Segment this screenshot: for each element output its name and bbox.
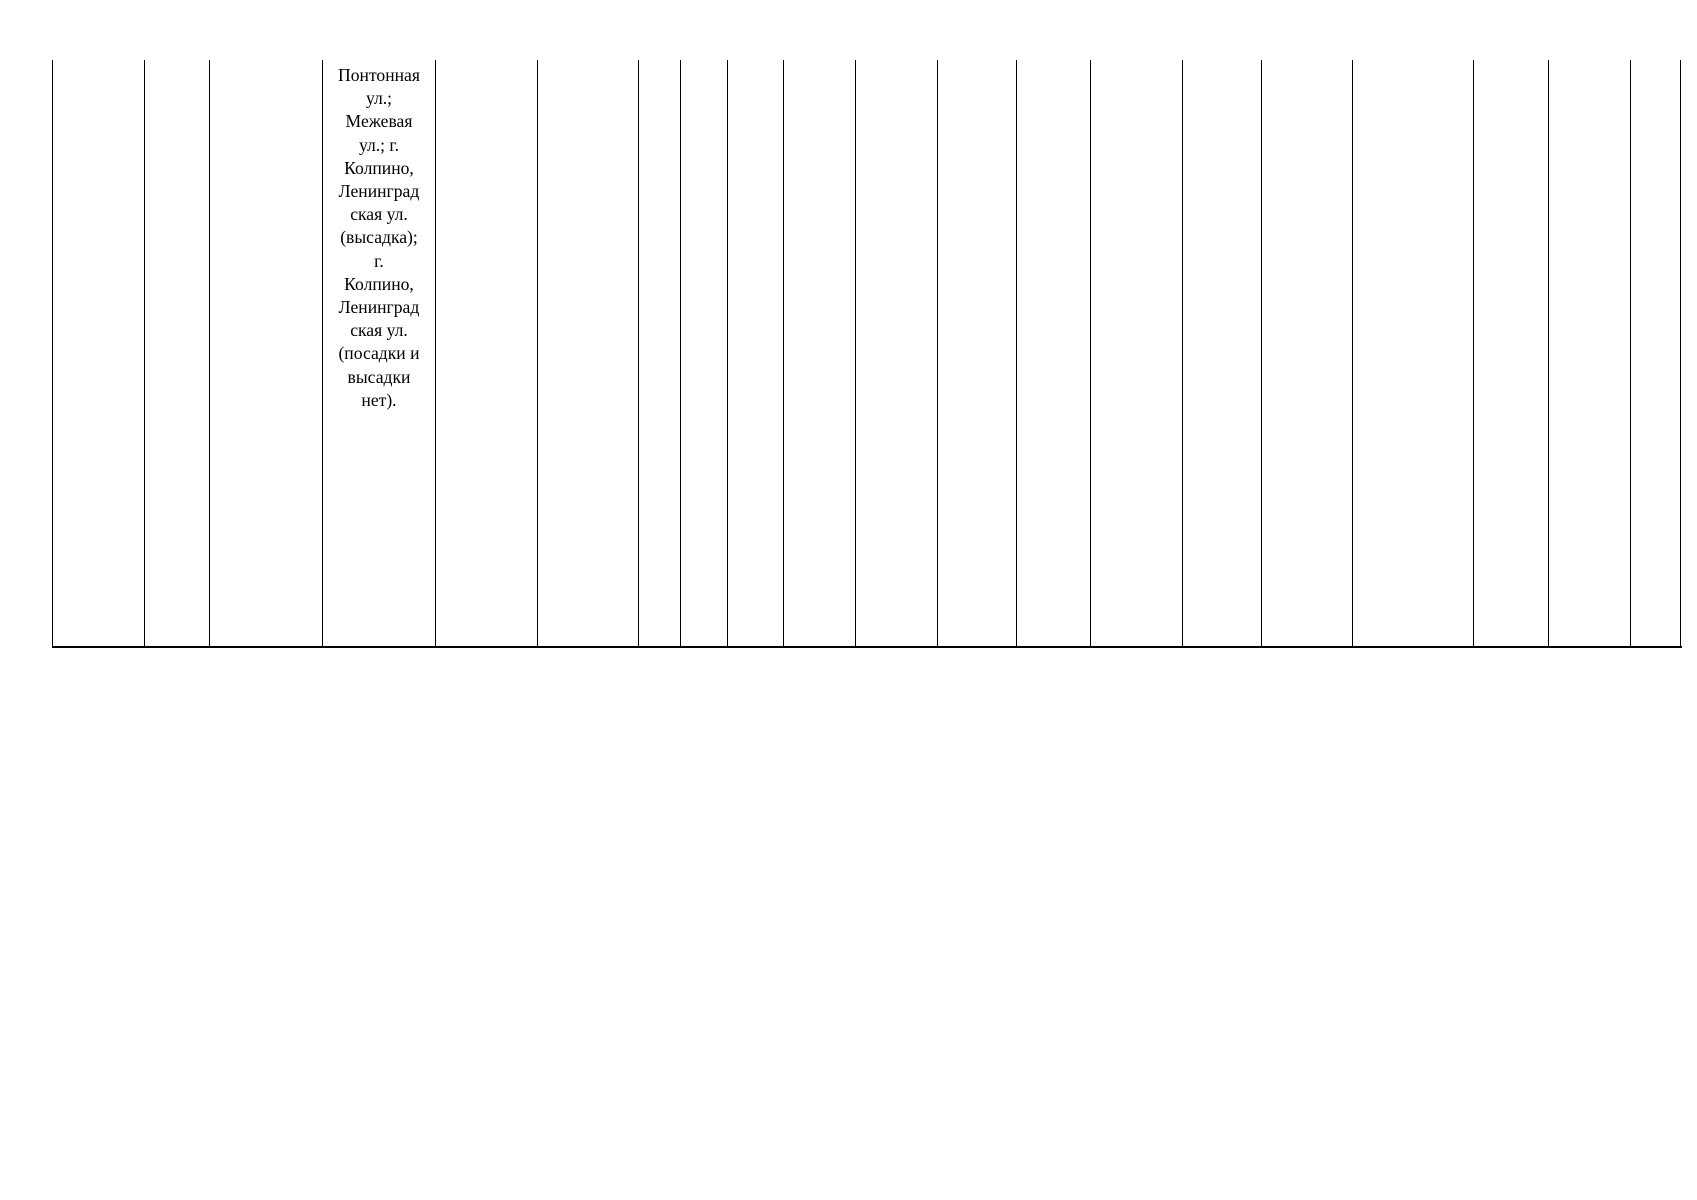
column-border-11 [937,60,938,647]
column-border-20 [1680,60,1681,647]
table-bottom-border [52,646,1682,648]
table-fragment [52,60,1682,647]
column-border-17 [1473,60,1474,647]
column-border-1 [144,60,145,647]
column-border-7 [680,60,681,647]
column-border-2 [209,60,210,647]
column-border-9 [783,60,784,647]
stop-list-cell: Понтонная ул.; Межевая ул.; г. Колпино, Ленинград ская ул. (высадка); г. Колпино, Ленинград ская ул. (посадки и высадки нет). [338,65,420,410]
column-border-19 [1630,60,1631,647]
column-border-10 [855,60,856,647]
column-border-15 [1261,60,1262,647]
column-border-13 [1090,60,1091,647]
column-border-18 [1548,60,1549,647]
column-border-6 [638,60,639,647]
column-border-12 [1016,60,1017,647]
column-border-8 [727,60,728,647]
column-border-0 [52,60,53,647]
column-border-4 [435,60,436,647]
column-border-16 [1352,60,1353,647]
column-border-5 [537,60,538,647]
column-border-14 [1182,60,1183,647]
